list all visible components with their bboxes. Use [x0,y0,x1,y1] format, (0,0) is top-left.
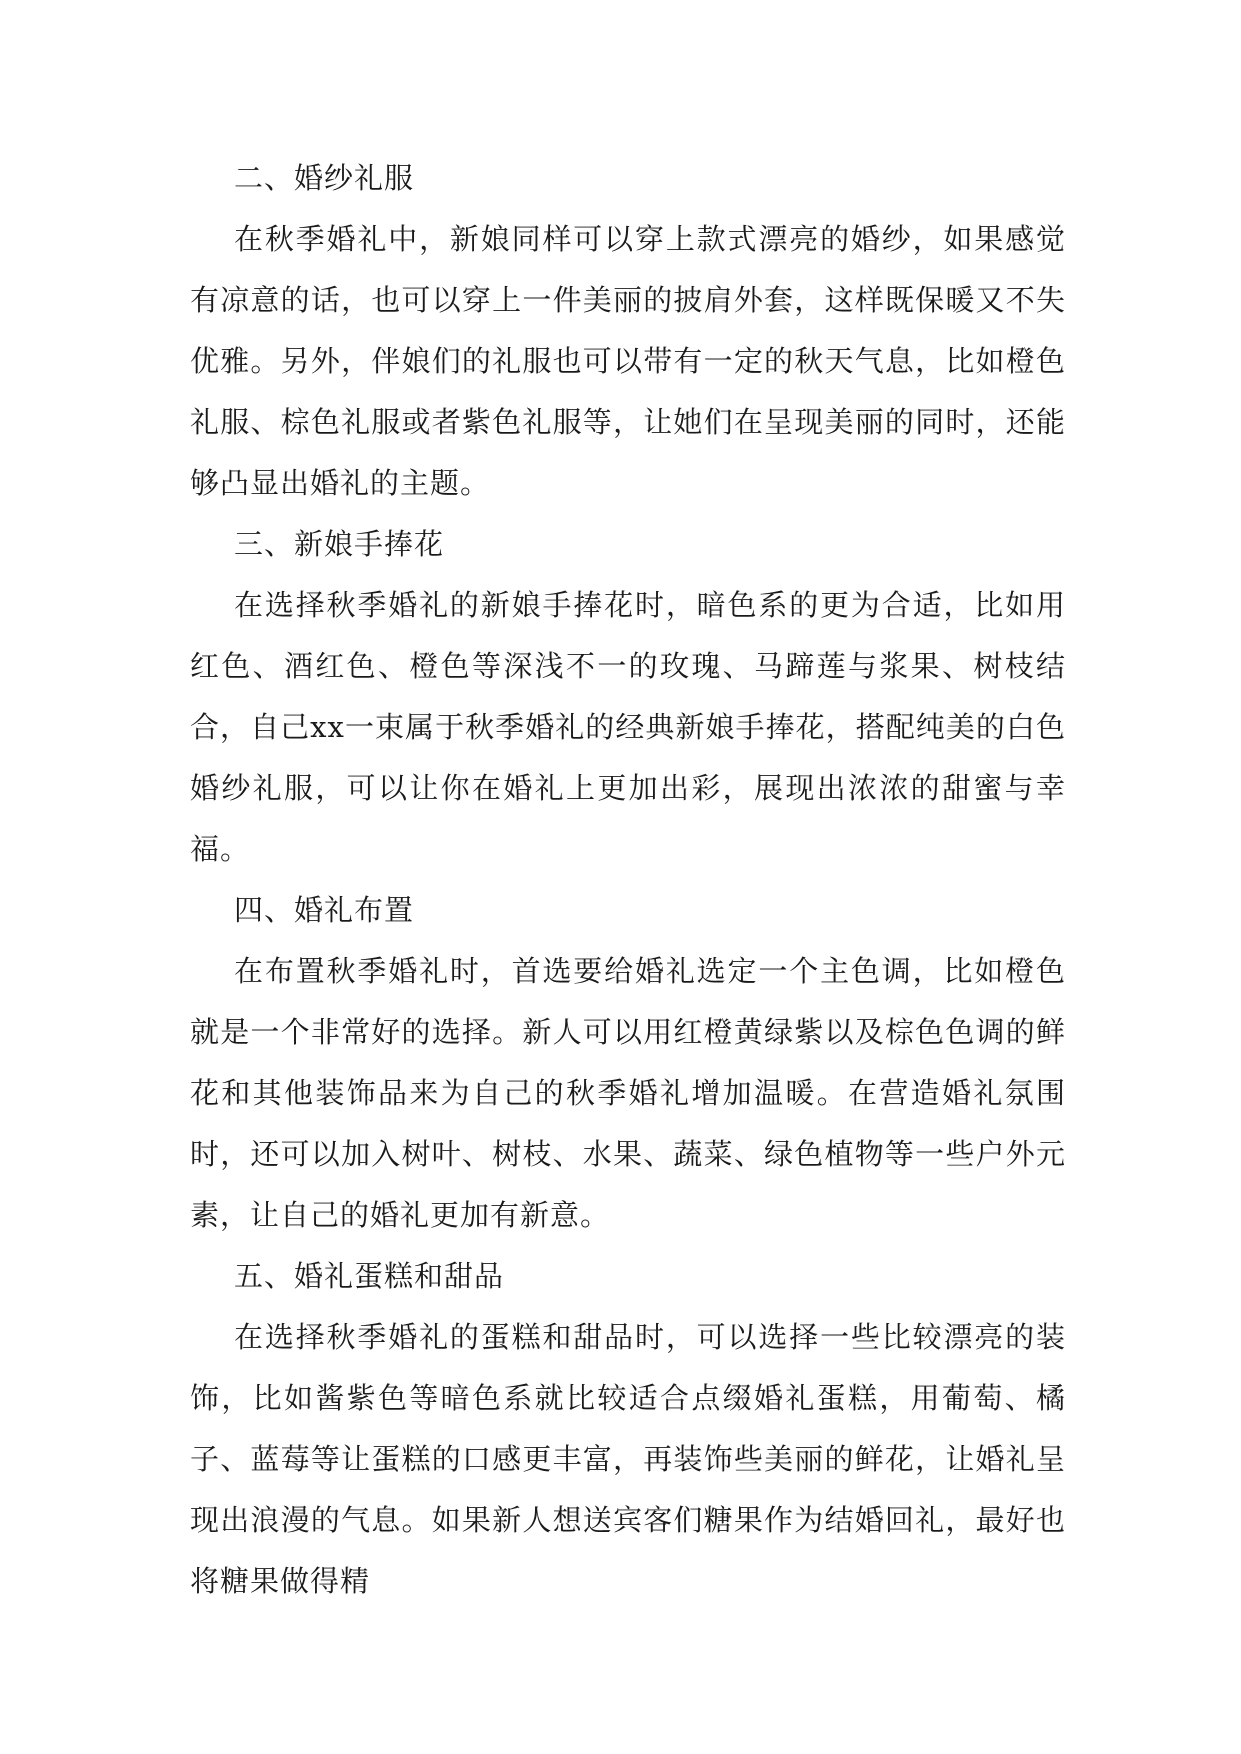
section-heading-bridal-bouquet: 三、新娘手捧花 [234,527,445,561]
section-heading-cake-desserts: 五、婚礼蛋糕和甜品 [234,1259,505,1293]
section-heading-wedding-dress: 二、婚纱礼服 [234,161,415,195]
section-paragraph-cake-desserts: 在选择秋季婚礼的蛋糕和甜品时，可以选择一些比较漂亮的装饰，比如酱紫色等暗色系就比较适合点缀婚礼蛋糕，用葡萄、橘子、蓝莓等让蛋糕的口感更丰富，再装饰些美丽的鲜花，让婚礼呈现出浪漫的气息。如果新人想送宾客们糖果作为结婚回礼，最好也将糖果做得精 [190,1320,1066,1598]
section-heading-wedding-decor: 四、婚礼布置 [234,893,415,927]
section-paragraph-wedding-decor: 在布置秋季婚礼时，首选要给婚礼选定一个主色调，比如橙色就是一个非常好的选择。新人可以用红橙黄绿紫以及棕色色调的鲜花和其他装饰品来为自己的秋季婚礼增加温暖。在营造婚礼氛围时，还可以加入树叶、树枝、水果、蔬菜、绿色植物等一些户外元素，让自己的婚礼更加有新意。 [190,954,1066,1232]
section-paragraph-bridal-bouquet: 在选择秋季婚礼的新娘手捧花时，暗色系的更为合适，比如用红色、酒红色、橙色等深浅不一的玫瑰、马蹄莲与浆果、树枝结合，自己xx一束属于秋季婚礼的经典新娘手捧花，搭配纯美的白色婚纱礼服，可以让你在婚礼上更加出彩，展现出浓浓的甜蜜与幸福。 [190,588,1066,866]
document-body [190,148,1066,1612]
section-paragraph-wedding-dress: 在秋季婚礼中，新娘同样可以穿上款式漂亮的婚纱，如果感觉有凉意的话，也可以穿上一件美丽的披肩外套，这样既保暖又不失优雅。另外，伴娘们的礼服也可以带有一定的秋天气息，比如橙色礼服、棕色礼服或者紫色礼服等，让她们在呈现美丽的同时，还能够凸显出婚礼的主题。 [190,222,1066,500]
